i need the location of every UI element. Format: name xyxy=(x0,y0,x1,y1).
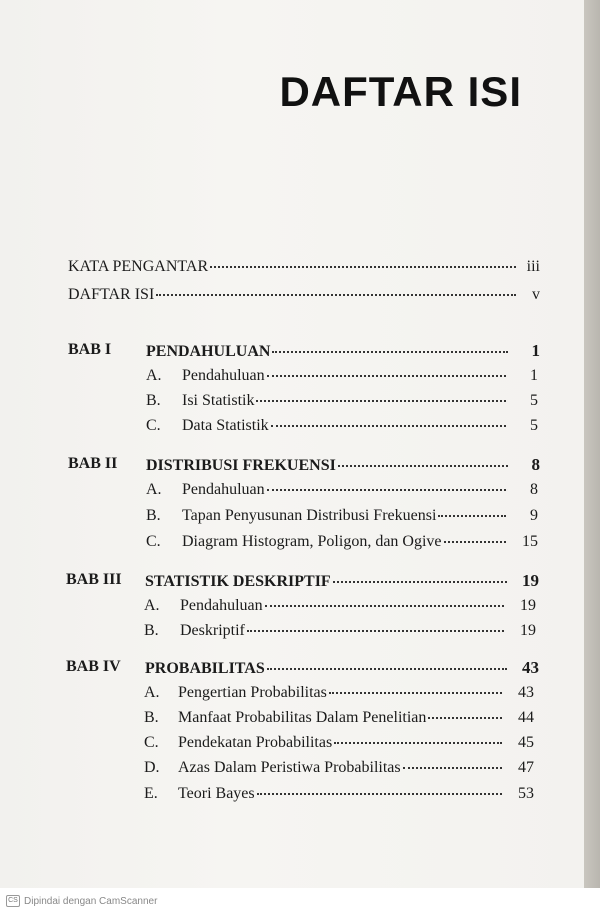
dot-leader xyxy=(265,605,504,607)
dot-leader xyxy=(257,793,502,795)
section-title: Pendahuluan xyxy=(180,597,263,614)
toc-entry-section[interactable] xyxy=(180,597,536,615)
chapter-number: BAB III xyxy=(66,571,122,588)
section-title: Tapan Penyusunan Distribusi Frekuensi xyxy=(182,507,437,524)
dot-leader xyxy=(267,489,506,491)
section-page: 8 xyxy=(530,481,538,498)
section-letter: C. xyxy=(146,533,161,550)
dot-leader xyxy=(438,515,506,517)
entry-label: KATA PENGANTAR xyxy=(68,258,209,275)
entry-page: v xyxy=(532,286,540,303)
dot-leader xyxy=(267,375,506,377)
section-letter: C. xyxy=(146,417,161,434)
section-page: 5 xyxy=(530,417,538,434)
section-title: Pendekatan Probabilitas xyxy=(178,734,333,751)
dot-leader xyxy=(329,692,502,694)
toc-entry-front[interactable] xyxy=(68,286,540,304)
section-page: 44 xyxy=(518,709,534,726)
section-title: Pendahuluan xyxy=(182,367,265,384)
section-page: 9 xyxy=(530,507,538,524)
page-title: DAFTAR ISI xyxy=(279,68,522,115)
section-title: Pendahuluan xyxy=(182,481,265,498)
dot-leader xyxy=(338,465,508,467)
toc-entry-section[interactable] xyxy=(178,759,534,777)
section-page: 45 xyxy=(518,734,534,751)
dot-leader xyxy=(272,351,508,353)
section-letter: B. xyxy=(144,709,159,726)
dot-leader xyxy=(267,668,507,670)
toc-entry-section[interactable] xyxy=(182,533,538,551)
entry-page: iii xyxy=(526,258,540,275)
toc-entry-chapter[interactable] xyxy=(146,455,540,475)
section-letter: A. xyxy=(146,367,162,384)
chapter-page: 19 xyxy=(522,571,539,590)
toc-entry-chapter[interactable] xyxy=(146,341,540,361)
chapter-title: PENDAHULUAN xyxy=(146,343,271,360)
section-page: 19 xyxy=(520,597,536,614)
dot-leader xyxy=(256,400,506,402)
dot-leader xyxy=(247,630,504,632)
dot-leader xyxy=(271,425,506,427)
toc-entry-section[interactable] xyxy=(178,709,534,727)
toc-entry-section[interactable] xyxy=(182,392,538,410)
dot-leader xyxy=(333,581,507,583)
section-page: 43 xyxy=(518,684,534,701)
entry-label: DAFTAR ISI xyxy=(68,286,155,303)
chapter-page: 8 xyxy=(531,455,540,474)
section-page: 1 xyxy=(530,367,538,384)
section-page: 5 xyxy=(530,392,538,409)
section-page: 53 xyxy=(518,785,534,802)
section-title: Manfaat Probabilitas Dalam Penelitian xyxy=(178,709,427,726)
section-page: 15 xyxy=(522,533,538,550)
dot-leader xyxy=(334,742,502,744)
chapter-page: 1 xyxy=(531,341,540,360)
toc-entry-section[interactable] xyxy=(180,622,536,640)
chapter-page: 43 xyxy=(522,658,539,677)
section-letter: A. xyxy=(144,597,160,614)
section-letter: D. xyxy=(144,759,160,776)
section-title: Isi Statistik xyxy=(182,392,255,409)
toc-entry-chapter[interactable] xyxy=(145,658,539,678)
section-letter: B. xyxy=(144,622,159,639)
section-page: 19 xyxy=(520,622,536,639)
section-title: Diagram Histogram, Poligon, dan Ogive xyxy=(182,533,442,550)
toc-entry-section[interactable] xyxy=(182,417,538,435)
section-title: Pengertian Probabilitas xyxy=(178,684,327,701)
toc-entry-section[interactable] xyxy=(182,481,538,499)
dot-leader xyxy=(156,294,516,296)
toc-entry-section[interactable] xyxy=(182,367,538,385)
section-letter: A. xyxy=(146,481,162,498)
section-title: Azas Dalam Peristiwa Probabilitas xyxy=(178,759,401,776)
section-letter: E. xyxy=(144,785,158,802)
section-letter: A. xyxy=(144,684,160,701)
toc-entry-section[interactable] xyxy=(182,507,538,525)
section-letter: C. xyxy=(144,734,159,751)
section-page: 47 xyxy=(518,759,534,776)
dot-leader xyxy=(444,541,506,543)
scanner-watermark xyxy=(6,895,157,907)
toc-entry-section[interactable] xyxy=(178,684,534,702)
section-letter: B. xyxy=(146,392,161,409)
book-spine-edge xyxy=(584,0,600,912)
chapter-number: BAB I xyxy=(68,341,112,358)
section-title: Data Statistik xyxy=(182,417,269,434)
chapter-number: BAB IV xyxy=(66,658,121,675)
toc-entry-section[interactable] xyxy=(178,734,534,752)
dot-leader xyxy=(210,266,516,268)
scanner-text: Dipindai dengan CamScanner xyxy=(24,895,158,907)
section-letter: B. xyxy=(146,507,161,524)
chapter-title: PROBABILITAS xyxy=(145,660,265,677)
section-title: Teori Bayes xyxy=(178,785,255,802)
chapter-number: BAB II xyxy=(68,455,118,472)
section-title: Deskriptif xyxy=(180,622,245,639)
dot-leader xyxy=(403,767,502,769)
camscanner-icon: CS xyxy=(6,895,20,907)
chapter-title: STATISTIK DESKRIPTIF xyxy=(145,573,331,590)
toc-entry-front[interactable] xyxy=(68,258,540,276)
chapter-title: DISTRIBUSI FREKUENSI xyxy=(146,457,336,474)
toc-entry-chapter[interactable] xyxy=(145,571,539,591)
toc-entry-section[interactable] xyxy=(178,785,534,803)
dot-leader xyxy=(428,717,502,719)
